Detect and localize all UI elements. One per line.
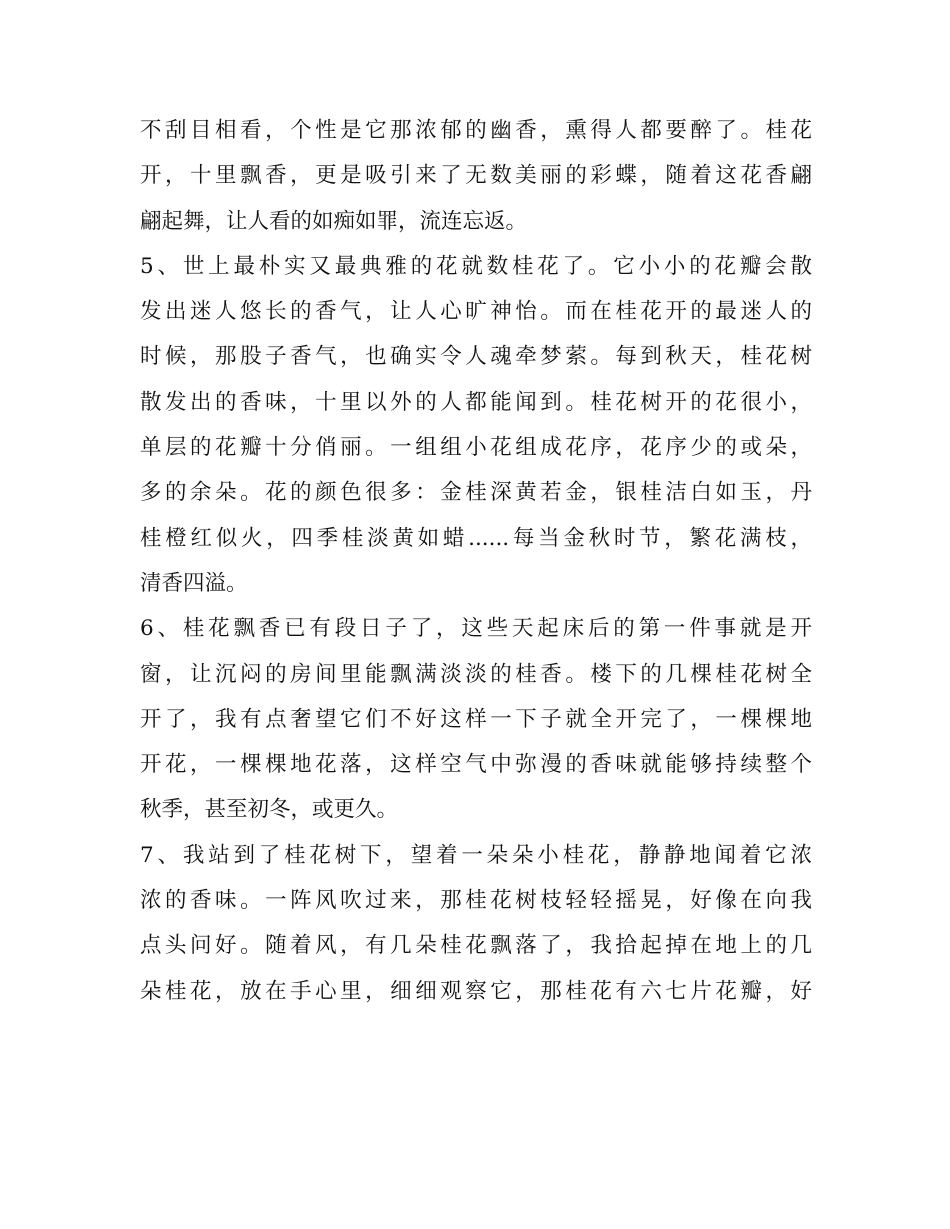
text-line: 发出迷人悠长的香气，让人心旷神怡。而在桂花开的最迷人的 (140, 299, 812, 325)
text-line: 开花，一棵棵地花落，这样空气中弥漫的香味就能够持续整个 (140, 752, 812, 778)
text-line: 朵桂花，放在手心里，细细观察它，那桂花有六七片花瓣，好 (140, 978, 812, 1004)
text-line: 点头问好。随着风，有几朵桂花飘落了，我拾起掉在地上的几 (140, 933, 812, 959)
text-line: 开了，我有点奢望它们不好这样一下子就全开完了，一棵棵地 (140, 706, 812, 732)
text-line: 不刮目相看，个性是它那浓郁的幽香，熏得人都要醉了。桂花 (140, 118, 812, 143)
text-line: 翩起舞，让人看的如痴如罪，流连忘返。 (140, 208, 528, 234)
text-line: 散发出的香味，十里以外的人都能闻到。桂花树开的花很小， (140, 389, 812, 415)
text-line: 多的余朵。花的颜色很多：金桂深黄若金，银桂洁白如玉，丹 (140, 480, 812, 506)
text-line: 窗，让沉闷的房间里能飘满淡淡的桂香。楼下的几棵桂花树全 (140, 661, 812, 687)
text-line: 单层的花瓣十分俏丽。一组组小花组成花序，花序少的或朵， (140, 435, 812, 461)
text-line: 时候，那股子香气，也确实令人魂牵梦萦。每到秋天，桂花树 (140, 344, 812, 370)
text-line: 桂橙红似火，四季桂淡黄如蜡......每当金秋时节，繁花满枝， (140, 525, 812, 551)
text-line: 5、世上最朴实又最典雅的花就数桂花了。它小小的花瓣会散 (140, 253, 812, 279)
text-line: 清香四溢。 (140, 570, 248, 596)
text-line: 秋季，甚至初冬，或更久。 (140, 797, 399, 823)
text-line: 7、我站到了桂花树下，望着一朵朵小桂花，静静地闻着它浓 (140, 842, 812, 868)
document-body (140, 108, 812, 1014)
text-line: 浓的香味。一阵风吹过来，那桂花树枝轻轻摇晃，好像在向我 (140, 888, 812, 914)
text-line: 6、桂花飘香已有段日子了，这些天起床后的第一件事就是开 (140, 616, 812, 642)
text-line: 开，十里飘香，更是吸引来了无数美丽的彩蝶，随着这花香翩 (140, 163, 812, 189)
